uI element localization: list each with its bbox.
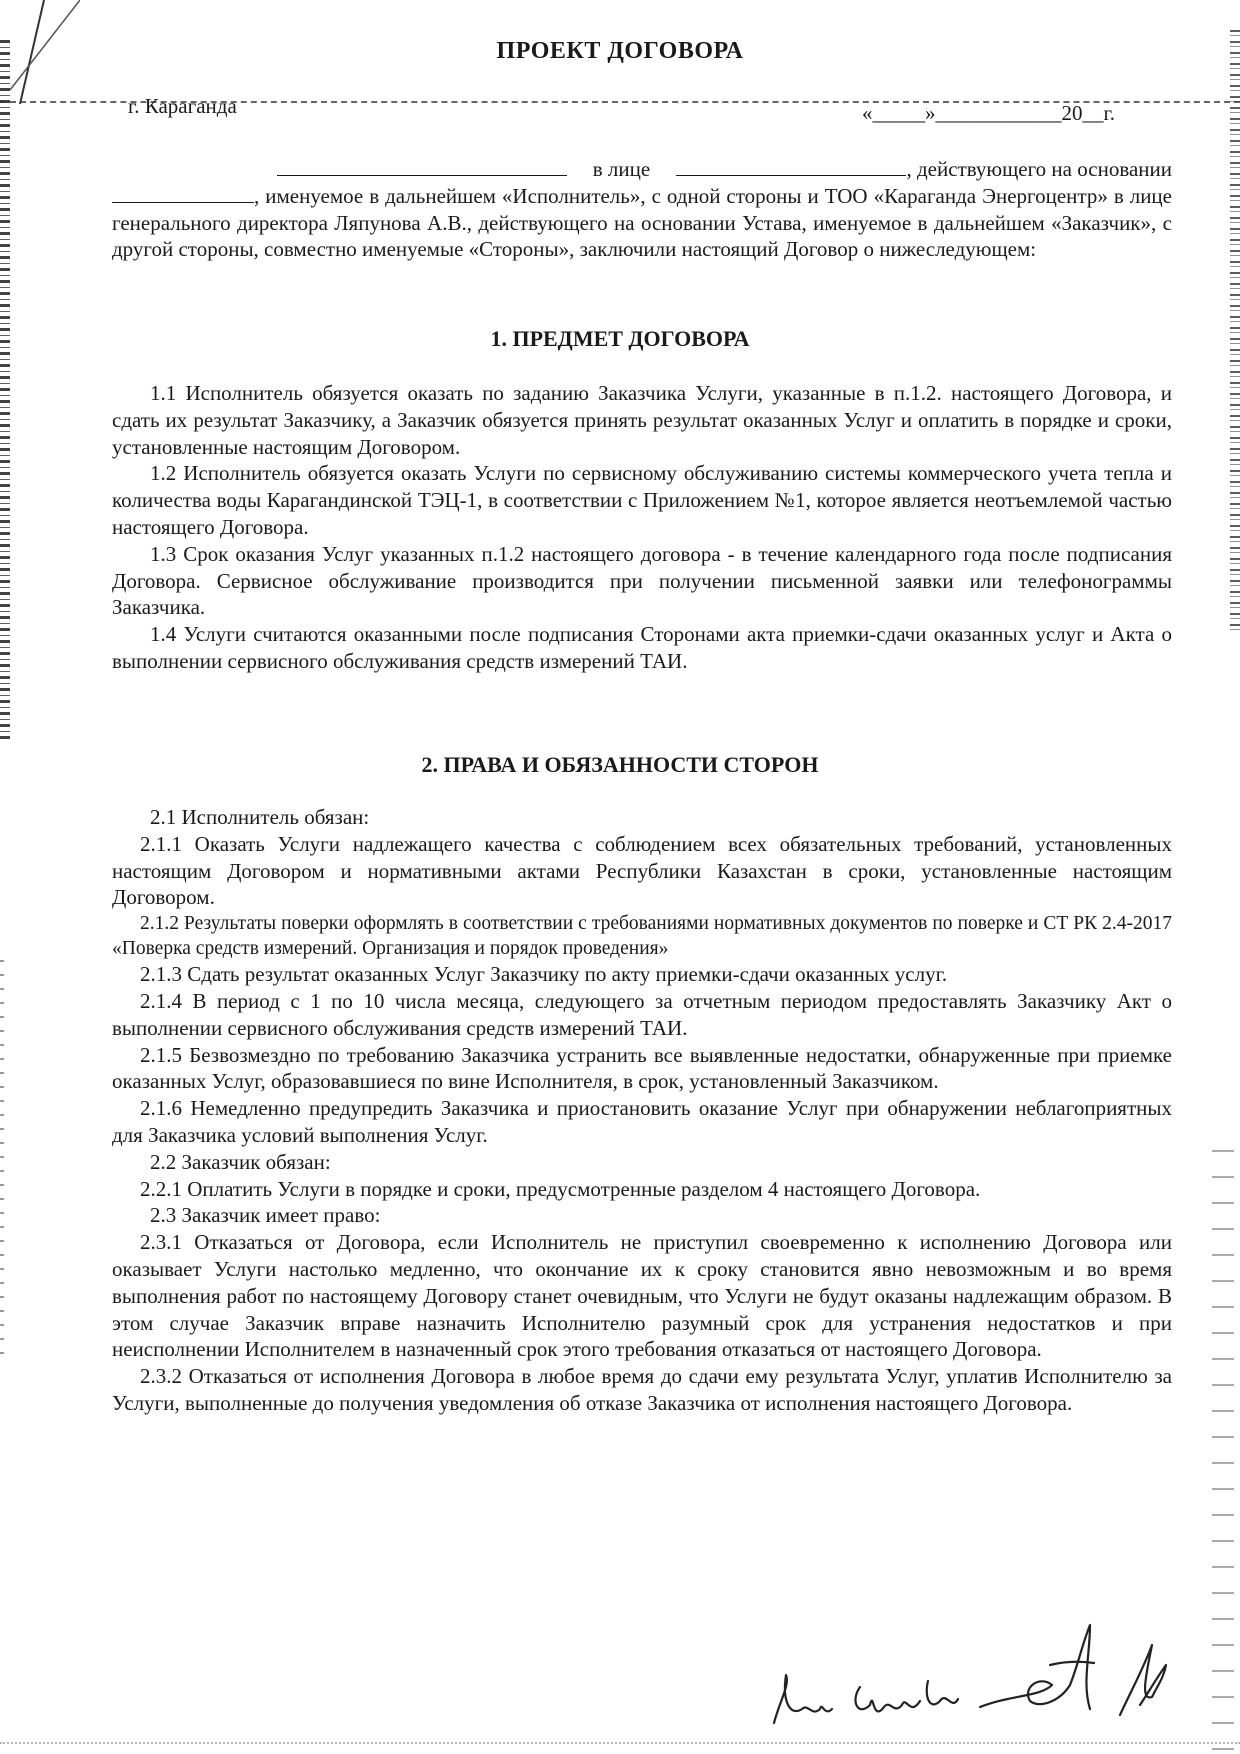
clause-2-1-2: 2.1.2 Результаты поверки оформлять в соответствии с требованиями нормативных документов по поверке и СТ РК 2.4-2017 «Поверка средств измерений. Организация и порядок проведения» [112,913,1172,960]
section-1-heading: 1. ПРЕДМЕТ ДОГОВОРА [490,326,750,351]
clause-1-4: 1.4 Услуги считаются оказанными после подписания Сторонами акта приемки-сдачи оказанных услуг и Акта о выполнении сервисного обслуживания средств измерений ТАИ. [112,622,1172,673]
clause-2-1-3: 2.1.3 Сдать результат оказанных Услуг Заказчику по акту приемки-сдачи оказанных услуг. [140,962,948,987]
preamble-text: , именуемое в дальнейшем «Исполнитель», с одной стороны и ТОО «Караганда Энергоцентр» в лице генерального директора Ляпунова А.В., действующего на основании Устава, именуемое в дальнейшем «Заказчик», с другой стороны, совместно именуемые «Стороны», заключили настоящий Договор о нижеследующем: [112,183,1172,262]
clause-2-2: 2.2 Заказчик обязан: [150,1149,331,1174]
contractor-name-blank [277,157,567,176]
clause-2-3-2: 2.3.2 Отказаться от исполнения Договора в любое время до сдачи ему результата Услуг, уплатив Исполнителю за Услуги, выполненные до получения уведомления об отказе Заказчика от исполнения настоящего Договора. [112,1364,1172,1415]
scan-edge-left-lower [0,960,4,1360]
clause-2-3: 2.3 Заказчик имеет право: [150,1203,381,1228]
scan-bottom-line [0,1742,1240,1744]
clause-2-1-5: 2.1.5 Безвозмездно по требованию Заказчика устранить все выявленные недостатки, обнаруженные при приемке оказанных Услуг, образовавшиеся по вине Исполнителя, в срок, установленный Заказчиком. [112,1042,1172,1094]
clause-2-3-1: 2.3.1 Отказаться от Договора, если Исполнитель не приступил своевременно к исполнению Договора или оказывает Услуги настолько медленно, что окончание их к сроку становится явно невозможным и во время выполнения работ по настоящему Договору станет очевидным, что Услуги не будут оказаны надлежащим образом. В этом случае Заказчик вправе назначить Исполнителю разумный срок для устранения недостатков и при неисполнении Исполнителем в назначенный срок этого требования отказаться от настоящего Договора. [112,1230,1172,1362]
basis-blank [112,184,254,203]
city: г. Караганда [128,94,237,118]
scan-edge-right-lower [1212,1150,1234,1750]
section-2-body [112,804,1172,1417]
document-title: ПРОЕКТ ДОГОВОРА [496,38,744,64]
clause-2-1-6: 2.1.6 Немедленно предупредить Заказчика и приостановить оказание Услуг при обнаружении неблагоприятных для Заказчика условий выполнения Услуг. [112,1096,1172,1147]
clause-1-3: 1.3 Срок оказания Услуг указанных п.1.2 настоящего договора - в течение календарного года после подписания Договора. Сервисное обслуживание производится при получении письменной заявки или телефонограммы Заказчика. [112,541,1172,620]
representative-blank [676,157,906,176]
section-2-heading: 2. ПРАВА И ОБЯЗАННОСТИ СТОРОН [421,752,819,777]
clause-1-1: 1.1 Исполнитель обязуется оказать по заданию Заказчика Услуги, указанные в п.1.2. настоящего Договора, и сдать их результат Заказчику, а Заказчик обязуется принять результат оказанных Услуг и оплатить в порядке и сроки, установленные настоящим Договором. [112,381,1172,459]
clause-2-1-1: 2.1.1 Оказать Услуги надлежащего качества с соблюдением всех обязательных требований, установленных настоящим Договором и нормативными актами Республики Казахстан в сроки, установленные настоящим Договором. [112,831,1172,910]
clause-2-1: 2.1 Исполнитель обязан: [150,805,370,829]
preamble-word-in-person: в лице [592,157,651,181]
clause-1-2: 1.2 Исполнитель обязуется оказать Услуги по сервисному обслуживанию системы коммерческого учета тепла и количества воды Карагандинской ТЭЦ-1, в соответствии с Приложением №1, которое является неотъемлемой частью настоящего Договора. [112,461,1172,539]
section-1-body [112,380,1172,675]
date-line: «_____»____________20__г. [862,101,1115,125]
preamble [112,156,1172,263]
clause-2-1-4: 2.1.4 В период с 1 по 10 числа месяца, следующего за отчетным периодом предоставлять Заказчику Акт о выполнении сервисного обслуживания средств измерений ТАИ. [112,988,1172,1040]
scan-edge-left [0,40,10,740]
handwritten-signatures [760,1605,1180,1735]
clause-2-2-1: 2.2.1 Оплатить Услуги в порядке и сроки, предусмотренные разделом 4 настоящего Договора. [140,1176,981,1201]
preamble-acting-basis: , действующего на основании [906,157,1172,181]
